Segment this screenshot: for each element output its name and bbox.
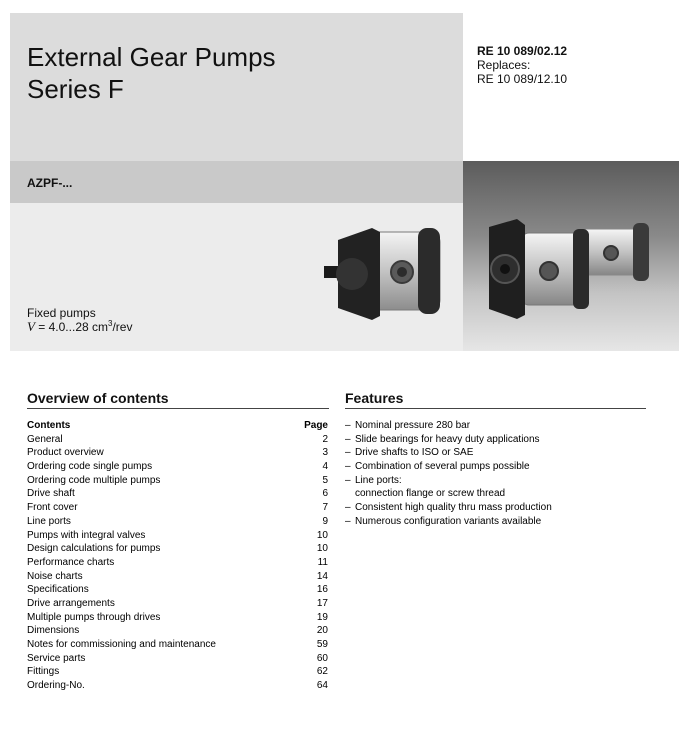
toc-entry-page: 10	[316, 529, 328, 541]
single-gear-pump-image	[320, 220, 450, 328]
toc-row	[27, 583, 328, 597]
feature-item	[345, 419, 645, 433]
feature-bullet: –	[345, 447, 351, 459]
feature-text: Combination of several pumps possible	[355, 461, 530, 473]
toc-row	[27, 679, 328, 693]
toc-entry-label: Drive shaft	[27, 488, 75, 500]
features-rule	[345, 408, 646, 409]
toc-entry-page: 2	[322, 433, 328, 445]
multiple-gear-pump-image	[483, 215, 653, 325]
toc-entry-page: 20	[316, 625, 328, 637]
toc-entry-label: Design calculations for pumps	[27, 543, 161, 555]
toc-row	[27, 446, 328, 460]
toc-entry-page: 62	[316, 666, 328, 678]
toc-entry-page: 59	[316, 639, 328, 650]
toc-entry-label: Performance charts	[27, 556, 115, 568]
feature-item	[345, 446, 645, 460]
toc-entry-label: Fittings	[27, 666, 60, 678]
feature-bullet: –	[345, 515, 351, 527]
toc-entry-label: Product overview	[27, 447, 104, 459]
toc-row	[27, 474, 328, 488]
feature-item	[345, 474, 645, 488]
toc-entry-page: 17	[316, 597, 328, 609]
toc-row	[27, 570, 328, 584]
toc-row	[27, 460, 328, 474]
toc-page-header: Page	[304, 420, 328, 431]
feature-bullet: –	[345, 433, 351, 445]
toc-entry-page: 7	[322, 502, 328, 514]
toc-entry-page: 14	[316, 570, 328, 582]
overview-rule	[27, 408, 329, 409]
toc-entry-label: Front cover	[27, 502, 78, 514]
displacement-exponent: 3	[108, 319, 113, 328]
feature-item	[345, 433, 645, 447]
toc-entry-label: Service parts	[27, 652, 86, 664]
displacement-range	[27, 320, 132, 334]
feature-item	[345, 487, 645, 501]
feature-text: Nominal pressure 280 bar	[355, 420, 471, 431]
toc-row	[27, 665, 328, 679]
toc-entry-page: 60	[316, 652, 328, 664]
toc-entry-label: Ordering code single pumps	[27, 461, 153, 473]
toc-entry-label: General	[27, 433, 63, 445]
toc-entry-page: 16	[316, 584, 328, 596]
title-line-2: Series F	[27, 74, 124, 104]
toc-row	[27, 624, 328, 638]
features-heading: Features	[345, 390, 404, 406]
toc-row	[27, 433, 328, 447]
feature-bullet: –	[345, 502, 351, 514]
toc-entry-page: 3	[322, 447, 328, 459]
feature-item	[345, 460, 645, 474]
pump-type: Fixed pumps	[27, 306, 96, 320]
toc-row	[27, 611, 328, 625]
toc-header-row	[27, 419, 328, 433]
features-list	[345, 419, 645, 529]
toc-entry-label: Multiple pumps through drives	[27, 611, 161, 623]
feature-bullet: –	[345, 474, 351, 486]
displacement-values: = 4.0...28 cm	[34, 320, 108, 334]
feature-text: Drive shafts to ISO or SAE	[355, 447, 474, 459]
toc-row	[27, 487, 328, 501]
toc-entry-page: 64	[316, 680, 328, 692]
toc-entry-label: Noise charts	[27, 570, 83, 582]
toc-row	[27, 515, 328, 529]
pump-description	[27, 306, 132, 334]
toc-contents-header: Contents	[27, 420, 71, 431]
toc-entry-label: Ordering code multiple pumps	[27, 474, 161, 486]
feature-text: Slide bearings for heavy duty applications	[355, 433, 540, 445]
feature-bullet: –	[345, 420, 351, 431]
document-title	[27, 41, 276, 105]
toc-entry-page: 11	[317, 556, 328, 568]
overview-heading: Overview of contents	[27, 390, 169, 406]
feature-item	[345, 501, 645, 515]
toc-entry-page: 9	[322, 515, 328, 527]
displacement-symbol: V	[27, 319, 35, 334]
feature-text: Numerous configuration variants available	[355, 515, 542, 527]
toc-entry-page: 5	[322, 474, 328, 486]
replaces-number: RE 10 089/12.10	[477, 72, 568, 86]
replaces-label: Replaces:	[477, 58, 531, 72]
table-of-contents	[27, 419, 328, 693]
feature-item	[345, 515, 645, 529]
toc-entry-label: Drive arrangements	[27, 597, 115, 609]
feature-text: connection flange or screw thread	[355, 488, 506, 500]
title-line-1: External Gear Pumps	[27, 42, 276, 72]
document-number: RE 10 089/02.12	[477, 44, 568, 58]
series-band	[10, 161, 463, 203]
toc-row	[27, 652, 328, 666]
toc-row	[27, 597, 328, 611]
toc-entry-label: Ordering-No.	[27, 680, 85, 692]
toc-entry-page: 19	[316, 611, 328, 623]
header-reference-panel	[463, 13, 679, 161]
toc-entry-label: Specifications	[27, 584, 89, 596]
toc-row	[27, 542, 328, 556]
toc-entry-label: Dimensions	[27, 625, 80, 637]
toc-entry-page: 4	[322, 461, 328, 473]
toc-row	[27, 638, 328, 652]
series-code: AZPF-...	[27, 176, 73, 190]
feature-text: Consistent high quality thru mass production	[355, 502, 552, 514]
feature-text: Line ports:	[355, 474, 402, 486]
toc-entry-page: 10	[316, 543, 328, 555]
toc-entry-label: Notes for commissioning and maintenance	[27, 639, 216, 650]
displacement-unit: /rev	[112, 320, 133, 334]
document-reference	[477, 44, 567, 86]
toc-row	[27, 501, 328, 515]
toc-entry-label: Pumps with integral valves	[27, 529, 146, 541]
toc-row	[27, 529, 328, 543]
toc-entry-label: Line ports	[27, 515, 71, 527]
feature-bullet: –	[345, 461, 351, 473]
toc-entry-page: 6	[322, 488, 328, 500]
toc-row	[27, 556, 328, 570]
